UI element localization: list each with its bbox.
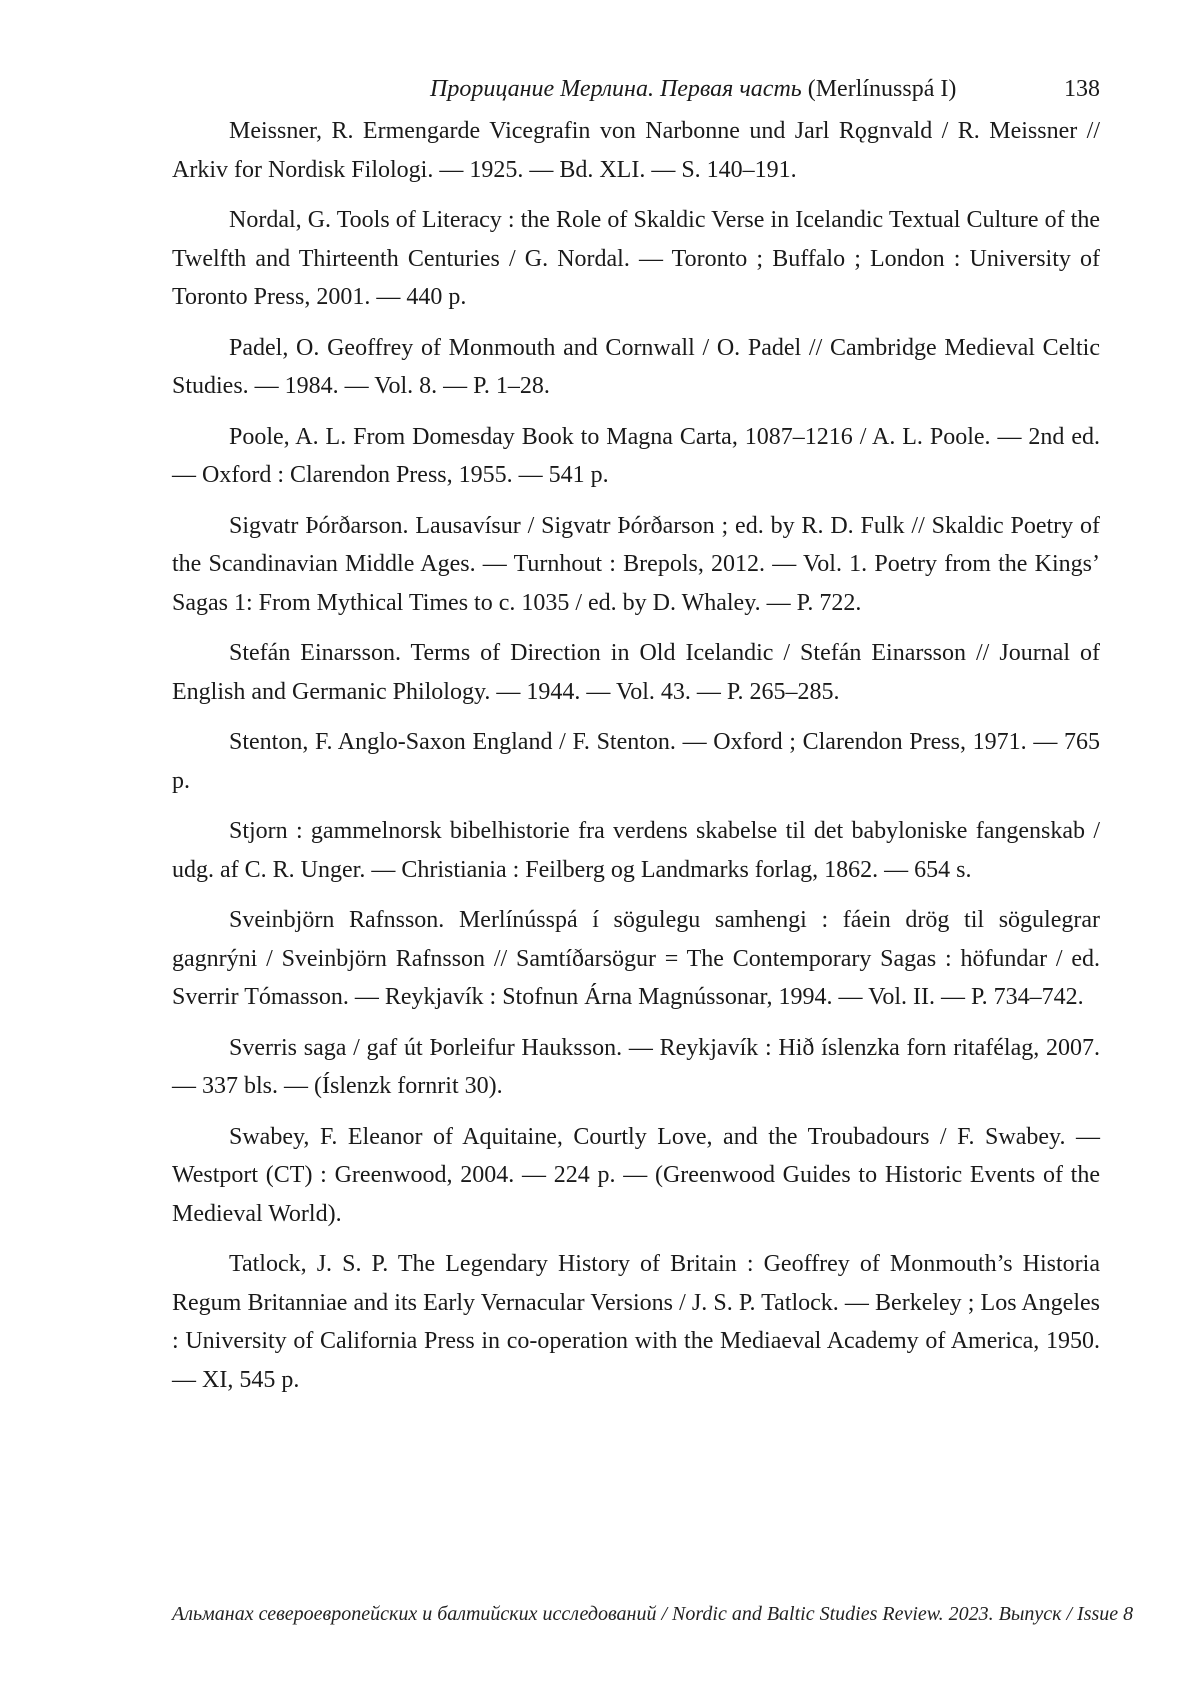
running-head-title-latin: (Merlínusspá I): [801, 76, 957, 102]
reference-entry: Poole, A. L. From Domesday Book to Magna Carta, 1087–1216 / A. L. Poole. — 2nd ed. — Oxford : Clarendon Press, 1955. — 541 p.: [172, 423, 1100, 488]
reference-entry: Stjorn : gammelnorsk bibelhistorie fra verdens skabelse til det babyloniske fangenskab / udg. af C. R. Unger. — Christiania : Feilberg og Landmarks forlag, 1862. — 654 s.: [172, 818, 1100, 883]
reference-entry: Padel, O. Geoffrey of Monmouth and Cornwall / O. Padel // Cambridge Medieval Celtic Studies. — 1984. — Vol. 8. — P. 1–28.: [172, 334, 1100, 399]
reference-entry: Sigvatr Þórðarson. Lausavísur / Sigvatr Þórðarson ; ed. by R. D. Fulk // Skaldic Poetry of the Scandinavian Middle Ages. — Turnhout : Brepols, 2012. — Vol. 1. Poetry from the Kings’ Sagas 1: From Mythical Times to c. 1035 / ed. by D. Whaley. — P. 722.: [172, 512, 1100, 616]
running-head-title-russian: Прорицание Мерлина. Первая часть: [430, 76, 802, 102]
reference-entry: Nordal, G. Tools of Literacy : the Role of Skaldic Verse in Icelandic Textual Culture of the Twelfth and Thirteenth Centuries / G. Nordal. — Toronto ; Buffalo ; London : University of Toronto Press, 2001. — 440 p.: [172, 207, 1100, 310]
journal-footer: Альманах североевропейских и балтийских исследований / Nordic and Baltic Studies Review. 2023. Выпуск / Issue 8: [172, 1603, 1134, 1625]
page-number: 138: [1064, 76, 1100, 102]
running-head-title: [430, 72, 956, 106]
reference-entry: Meissner, R. Ermengarde Vicegrafin von Narbonne und Jarl Rǫgnvald / R. Meissner // Arkiv for Nordisk Filologi. — 1925. — Bd. XLI. — S. 140–191.: [172, 118, 1100, 183]
reference-entry: Sverris saga / gaf út Þorleifur Hauksson. — Reykjavík : Hið íslenzka forn ritafélag, 2007. — 337 bls. — (Íslenzk fornrit 30).: [172, 1034, 1100, 1099]
reference-list: [172, 112, 1100, 1411]
reference-entry: Stefán Einarsson. Terms of Direction in Old Icelandic / Stefán Einarsson // Journal of English and Germanic Philology. — 1944. — Vol. 43. — P. 265–285.: [172, 640, 1100, 705]
reference-entry: Swabey, F. Eleanor of Aquitaine, Courtly Love, and the Troubadours / F. Swabey. — Westport (CT) : Greenwood, 2004. — 224 p. — (Greenwood Guides to Historic Events of the Medieval World).: [172, 1123, 1100, 1227]
reference-entry: Sveinbjörn Rafnsson. Merlínússpá í sögulegu samhengi : fáein drög til sögulegrar gagnrýni / Sveinbjörn Rafnsson // Samtíðarsögur = The Contemporary Sagas : höfundar / ed. Sverrir Tómasson. — Reykjavík : Stofnun Árna Magnússonar, 1994. — Vol. II. — P. 734–742.: [172, 907, 1100, 1010]
reference-entry: Tatlock, J. S. P. The Legendary History of Britain : Geoffrey of Monmouth’s Historia Regum Britanniae and its Early Vernacular Versions / J. S. P. Tatlock. — Berkeley ; Los Angeles : University of California Press in co-operation with the Mediaeval Academy of America, 1950. — XI, 545 p.: [172, 1251, 1100, 1393]
reference-entry: Stenton, F. Anglo-Saxon England / F. Stenton. — Oxford ; Clarendon Press, 1971. — 765 p.: [172, 729, 1100, 794]
running-head: [172, 72, 1100, 106]
